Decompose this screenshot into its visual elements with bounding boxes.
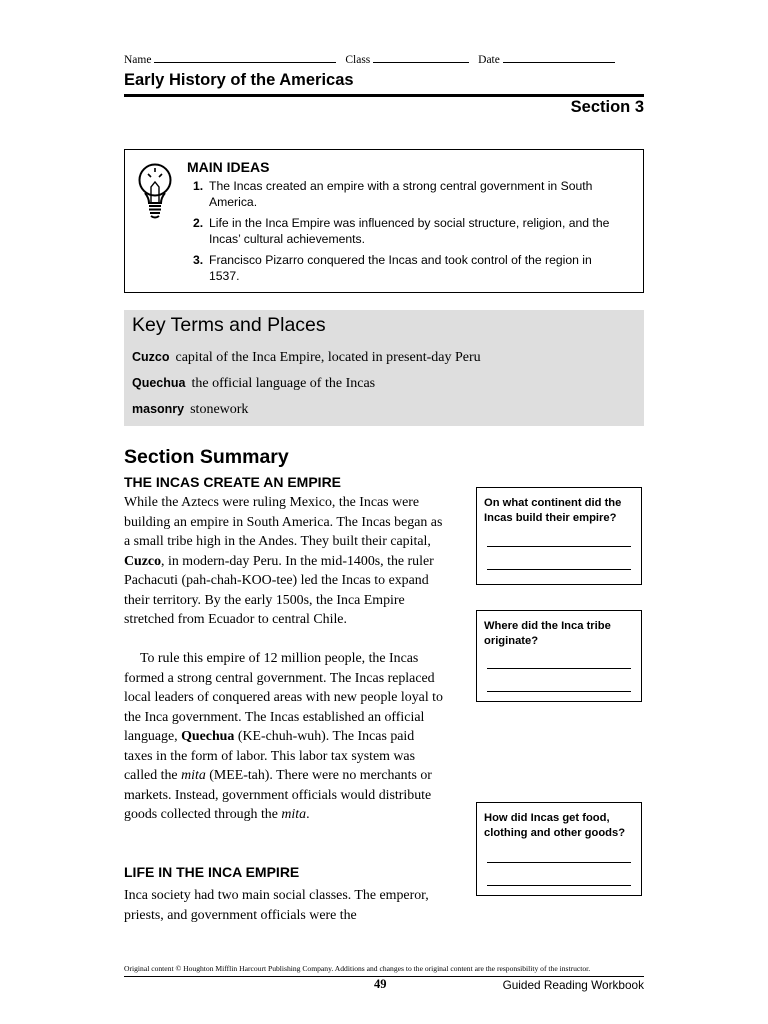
- key-term-definition: stonework: [190, 402, 249, 417]
- subsection-heading: THE INCAS CREATE AN EMPIRE: [124, 474, 342, 490]
- paragraph-text: , in modern-day Peru. In the mid-1400s, the ruler Pachacuti (pah-chah-KOO-tee) led the Incas to expand their territory. By the early 1500s, the Inca Empire stretched from Ecuador to central Chile.: [124, 553, 434, 627]
- summary-paragraph: [124, 649, 444, 825]
- question-box: [476, 487, 642, 585]
- main-idea-item: [193, 178, 613, 210]
- name-field[interactable]: [154, 52, 336, 63]
- question-box: [476, 802, 642, 896]
- question-text: How did Incas get food, clothing and other goods?: [484, 812, 626, 839]
- answer-line[interactable]: [487, 885, 631, 886]
- answer-line[interactable]: [487, 668, 631, 669]
- key-term: masonry: [132, 402, 185, 416]
- section-number: Section 3: [570, 98, 644, 116]
- paragraph-italic: mita: [181, 768, 206, 783]
- question-text: Where did the Inca tribe originate?: [484, 620, 611, 647]
- date-field[interactable]: [503, 52, 615, 63]
- paragraph-text: While the Aztecs were ruling Mexico, the Incas were building an empire in South America. The Incas began as a small tribe high in the Andes. They built their capital,: [124, 495, 443, 549]
- page-number: 49: [374, 977, 387, 991]
- paragraph-text: Inca society had two main social classes. The emperor, priests, and government officials were the: [124, 888, 429, 923]
- key-terms-heading: Key Terms and Places: [132, 314, 326, 336]
- class-label: Class: [345, 54, 371, 66]
- answer-line[interactable]: [487, 862, 631, 863]
- answer-line[interactable]: [487, 569, 631, 570]
- main-ideas-box: [124, 149, 644, 293]
- main-idea-number: 1.: [193, 179, 204, 193]
- class-field[interactable]: [373, 52, 469, 63]
- question-box: [476, 610, 642, 702]
- title-divider: [124, 94, 644, 97]
- key-term: Cuzco: [132, 350, 170, 364]
- key-term-row: [132, 402, 248, 418]
- copyright-note: Original content © Houghton Mifflin Harcourt Publishing Company. Additions and changes to the original content are the responsibility of the instructor.: [124, 964, 591, 973]
- lightbulb-icon: [130, 158, 180, 222]
- paragraph-text: (KE-chuh-wuh). The Incas paid taxes in the form of labor. This labor tax system was called the: [124, 729, 416, 783]
- main-idea-item: [193, 215, 613, 247]
- subsection-heading: LIFE IN THE INCA EMPIRE: [124, 864, 300, 880]
- main-ideas-list: [193, 178, 613, 289]
- paragraph-term: Cuzco: [124, 553, 162, 569]
- question-text: On what continent did the Incas build their empire?: [484, 497, 622, 524]
- answer-line[interactable]: [487, 546, 631, 547]
- date-label: Date: [478, 54, 500, 66]
- document-title: Early History of the Americas: [124, 71, 354, 89]
- main-idea-text: Francisco Pizarro conquered the Incas and took control of the region in 1537.: [209, 253, 592, 283]
- key-terms-box: [124, 310, 644, 426]
- summary-paragraph: [124, 886, 444, 925]
- paragraph-italic: mita: [281, 807, 307, 822]
- key-term-row: [132, 376, 375, 392]
- key-term-row: [132, 350, 481, 366]
- name-class-date-line: [124, 52, 644, 66]
- section-summary-heading: Section Summary: [124, 446, 289, 468]
- main-idea-text: Life in the Inca Empire was influenced by social structure, religion, and the Incas’ cultural achievements.: [209, 216, 610, 246]
- main-ideas-heading: MAIN IDEAS: [187, 159, 270, 175]
- paragraph-term: Quechua: [181, 729, 235, 744]
- summary-paragraph: [124, 493, 444, 630]
- answer-line[interactable]: [487, 691, 631, 692]
- paragraph-text: (MEE-tah). There were no merchants or markets. Instead, government officials would distribute goods collected through the: [124, 768, 432, 822]
- key-term: Quechua: [132, 376, 186, 390]
- main-idea-text: The Incas created an empire with a strong central government in South America.: [209, 179, 593, 209]
- workbook-title: Guided Reading Workbook: [502, 978, 644, 992]
- key-term-definition: capital of the Inca Empire, located in present-day Peru: [175, 350, 481, 365]
- paragraph-text: To rule this empire of 12 million people, the Incas formed a strong central government. The Incas replaced local leaders of conquered areas with new people loyal to the Inca government. The Incas established an official language,: [124, 651, 443, 744]
- main-idea-item: [193, 252, 613, 284]
- paragraph-text: .: [306, 807, 310, 822]
- name-label: Name: [124, 54, 152, 66]
- key-term-definition: the official language of the Incas: [191, 376, 376, 391]
- main-idea-number: 2.: [193, 216, 204, 230]
- main-idea-number: 3.: [193, 253, 204, 267]
